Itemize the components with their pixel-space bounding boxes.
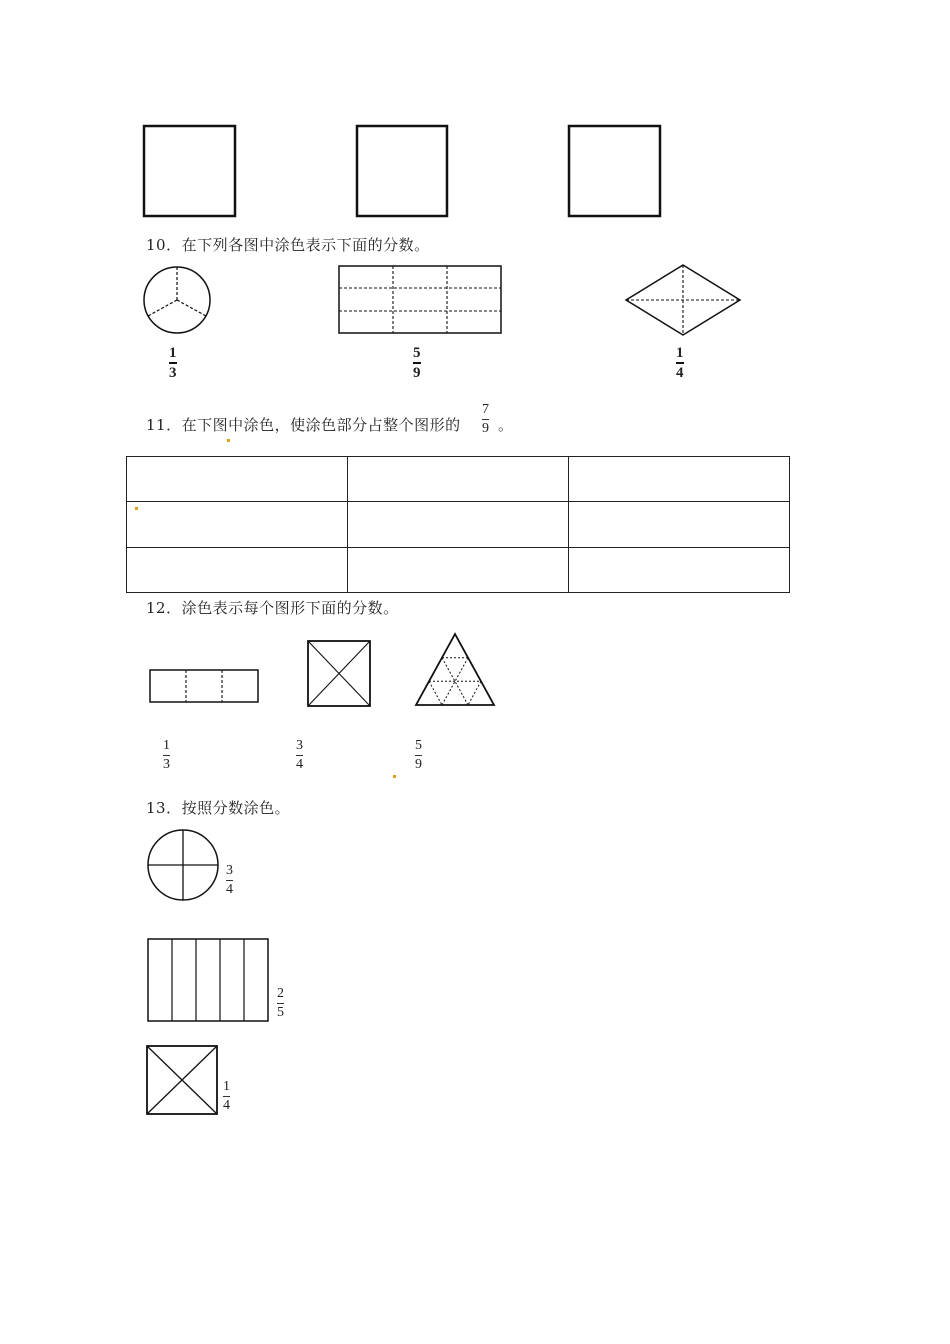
grid-cell[interactable] — [127, 547, 348, 592]
q12-rect-thirds — [150, 670, 258, 702]
q11-text-end: 。 — [498, 416, 514, 434]
q10-fraction-1: 1 3 — [169, 345, 177, 381]
q12-triangle-ninths — [416, 634, 494, 705]
q10-rhombus-quarters — [626, 265, 740, 335]
q11-grid[interactable] — [126, 456, 790, 593]
grid-cell[interactable] — [569, 547, 790, 592]
q10-fraction-2: 5 9 — [413, 345, 421, 381]
grid-cell[interactable] — [348, 502, 569, 547]
q12-fraction-3: 5 9 — [415, 738, 422, 772]
q11-text: 11．在下图中涂色，使涂色部分占整个图形的 — [146, 416, 461, 434]
grid-cell[interactable] — [569, 502, 790, 547]
q10-text: 10．在下列各图中涂色表示下面的分数。 — [146, 236, 430, 254]
q13-figures[interactable] — [0, 820, 950, 1120]
grid-cell[interactable] — [127, 502, 348, 547]
marker-dot — [393, 775, 396, 778]
q12-fraction-2: 3 4 — [296, 738, 303, 772]
q13-fraction-3: 1 4 — [223, 1079, 230, 1113]
empty-square-3 — [569, 126, 660, 216]
q11-fraction: 7 9 — [482, 402, 489, 436]
grid-cell[interactable] — [348, 547, 569, 592]
q13-rect-fifths — [148, 939, 268, 1021]
grid-cell[interactable] — [569, 457, 790, 502]
q13-fraction-1: 3 4 — [226, 863, 233, 897]
q12-square-quarters — [308, 641, 370, 706]
grid-cell[interactable] — [348, 457, 569, 502]
empty-square-1 — [144, 126, 235, 216]
q13-square-quarters — [147, 1046, 217, 1114]
q10-circle-thirds — [144, 267, 210, 333]
q12-text: 12．涂色表示每个图形下面的分数。 — [146, 599, 399, 617]
q13-circle-quarters — [148, 830, 218, 900]
empty-square-2 — [357, 126, 447, 216]
grid-cell[interactable] — [127, 457, 348, 502]
q10-fraction-3: 1 4 — [676, 345, 684, 381]
q10-figures[interactable] — [0, 255, 950, 395]
q10-rect-ninths — [339, 266, 501, 333]
marker-dot — [227, 439, 230, 442]
marker-dot — [135, 507, 138, 510]
q12-fraction-1: 1 3 — [163, 738, 170, 772]
q12-figures[interactable] — [0, 630, 950, 730]
q13-text: 13．按照分数涂色。 — [146, 799, 291, 817]
top-squares — [0, 0, 950, 230]
q13-fraction-2: 2 5 — [277, 986, 284, 1020]
